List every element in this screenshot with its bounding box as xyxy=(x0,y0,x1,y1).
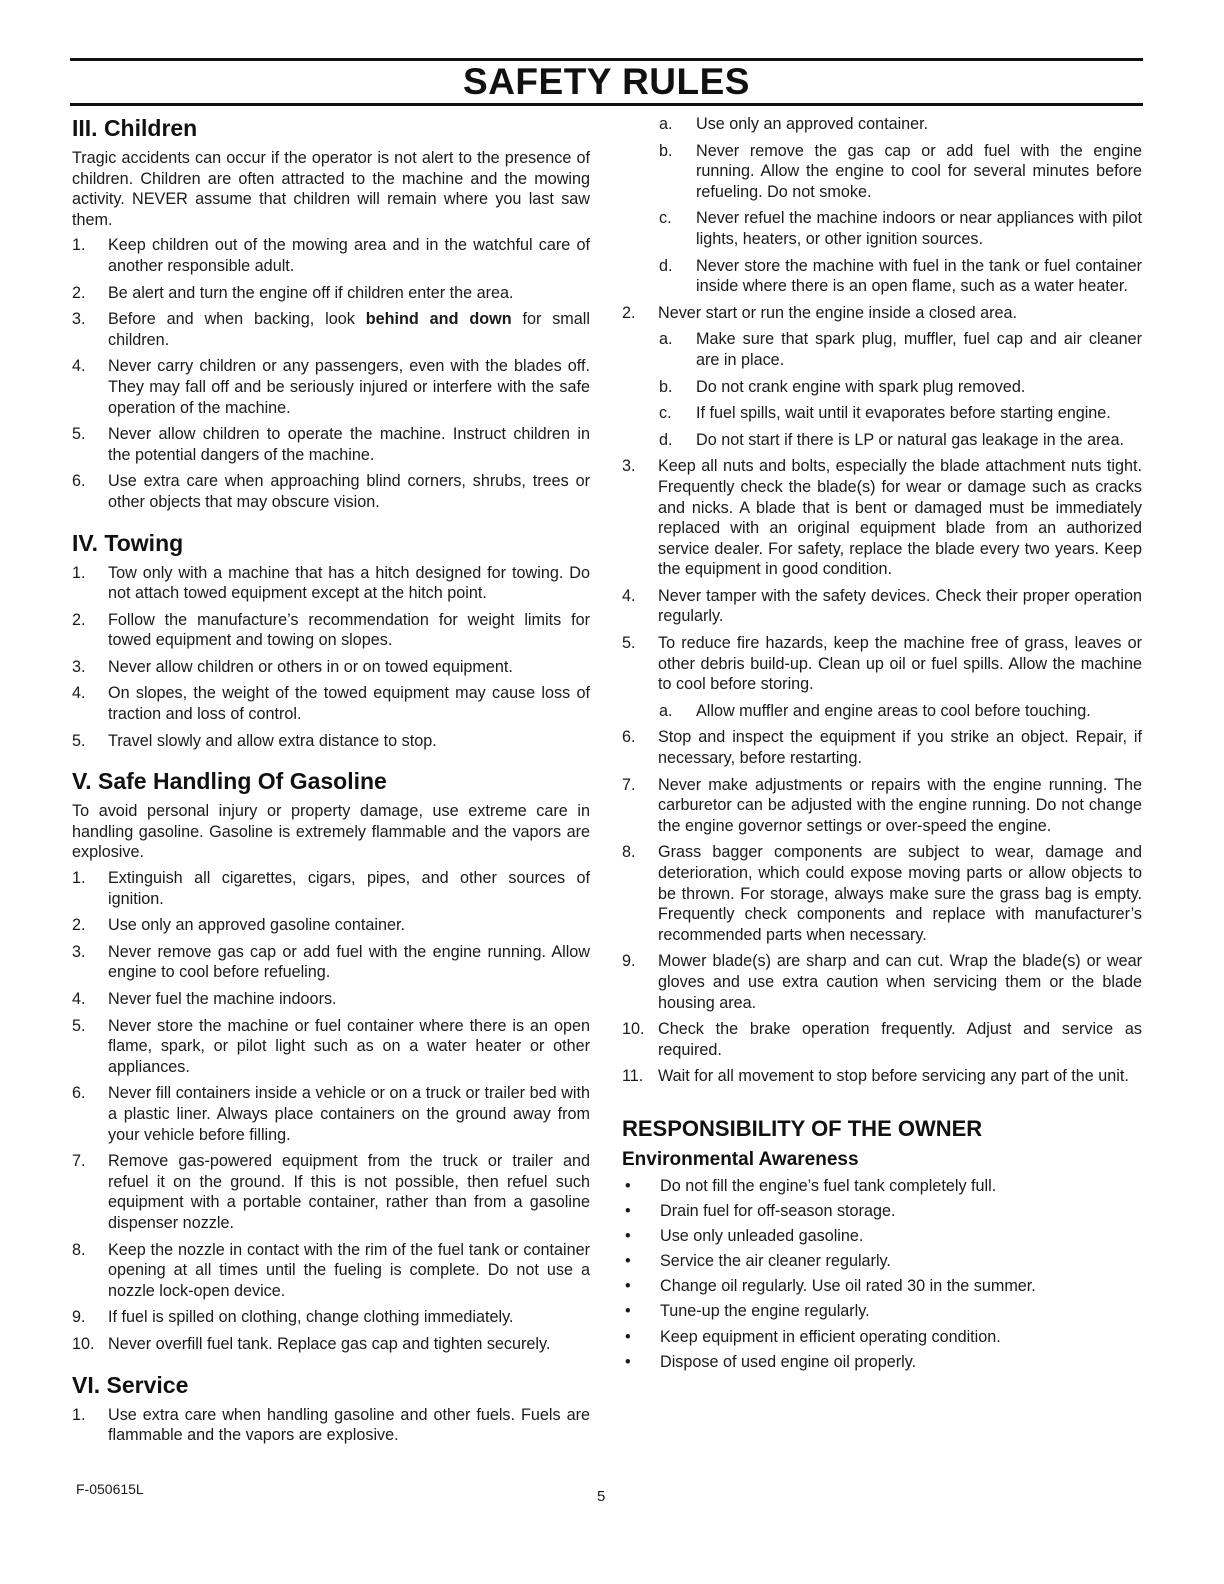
section-heading-towing: IV. Towing xyxy=(72,529,184,556)
bullet-item: • Dispose of used engine oil properly. xyxy=(625,1352,917,1371)
page-title: SAFETY RULES xyxy=(463,61,750,102)
sub-list-item: c. Never refuel the machine indoors or near appliances with pilot lights, heaters, or other ignition sources. xyxy=(659,209,1142,248)
list-item: 9. If fuel is spilled on clothing, change clothing immediately. xyxy=(72,1308,514,1327)
sub-list-item: d. Do not start if there is LP or natural gas leakage in the area. xyxy=(659,430,1125,449)
bullet-item: • Do not fill the engine’s fuel tank completely full. xyxy=(625,1176,997,1195)
list-item: 2. Use only an approved gasoline container. xyxy=(72,916,405,935)
sub-list-item: b. Do not crank engine with spark plug removed. xyxy=(659,377,1026,396)
list-item: 3. Never remove gas cap or add fuel with the engine running. Allow engine to cool before refueling. xyxy=(72,942,590,982)
bullet-icon: • xyxy=(625,1302,631,1321)
bullet-item: • Drain fuel for off-season storage. xyxy=(625,1202,896,1221)
bullet-icon: • xyxy=(625,1277,631,1296)
list-item: 7. Remove gas-powered equipment from the truck or trailer and refuel it on the ground. If this is not possible, then refuel such equipment with a portable container, rather than from a gasoline dispenser nozzle. xyxy=(72,1152,590,1232)
list-item: 6. Never fill containers inside a vehicle or on a truck or trailer bed with a plastic liner. Always place containers on the ground away from your vehicle before filling. xyxy=(72,1084,590,1144)
sub-list-item: a. Allow muffler and engine areas to cool before touching. xyxy=(659,701,1091,720)
list-item: 5. Never store the machine or fuel container where there is an open flame, spark, or pilot light such as on a water heater or other appliances. xyxy=(72,1016,590,1076)
list-item: 5. Travel slowly and allow extra distance to stop. xyxy=(72,731,437,750)
page-number: 5 xyxy=(597,1488,606,1505)
list-item: 6. Use extra care when approaching blind corners, shrubs, trees or other objects that may obscure vision. xyxy=(72,472,590,511)
bullet-icon: • xyxy=(625,1352,631,1371)
bottom-rule xyxy=(70,103,1143,106)
bullet-item: • Change oil regularly. Use oil rated 30 in the summer. xyxy=(625,1277,1036,1296)
list-item: 7. Never make adjustments or repairs with the engine running. The carburetor can be adjusted with the engine running. Do not change the engine governor settings or over-speed the engine. xyxy=(622,775,1142,835)
list-item: 11. Wait for all movement to stop before servicing any part of the unit. xyxy=(622,1067,1129,1086)
list-item: 9. Mower blade(s) are sharp and can cut. Wrap the blade(s) or wear gloves and use extra caution when servicing them or the blade housing area. xyxy=(622,952,1142,1012)
list-item: 8. Keep the nozzle in contact with the rim of the fuel tank or container opening at all times until the fueling is complete. Do not use a nozzle lock-open device. xyxy=(72,1240,590,1300)
bullet-icon: • xyxy=(625,1227,631,1246)
list-item: 10. Check the brake operation frequently. Adjust and service as required. xyxy=(622,1020,1142,1059)
list-item: 1. Keep children out of the mowing area and in the watchful care of another responsible adult. xyxy=(72,236,590,275)
sub-list-item: c. If fuel spills, wait until it evaporates before starting engine. xyxy=(659,404,1111,423)
list-item: 4. On slopes, the weight of the towed equipment may cause loss of traction and loss of control. xyxy=(72,684,590,724)
section-heading-children: III. Children xyxy=(72,115,198,141)
list-item: 10. Never overfill fuel tank. Replace gas cap and tighten securely. xyxy=(72,1334,551,1353)
bullet-item: • Service the air cleaner regularly. xyxy=(625,1252,891,1271)
sub-list-item: a. Use only an approved container. xyxy=(659,115,929,133)
sub-list-item: a. Make sure that spark plug, muffler, fuel cap and air cleaner are in place. xyxy=(659,330,1142,369)
list-item: 5. To reduce fire hazards, keep the machine free of grass, leaves or other debris build-up. Clean up oil or fuel spills. Allow the machine to cool before storing. xyxy=(622,634,1142,694)
list-item: 1. Extinguish all cigarettes, cigars, pipes, and other sources of ignition. xyxy=(72,869,590,908)
sub-list-item: b. Never remove the gas cap or add fuel with the engine running. Allow the engine to cool for several minutes before refueling. Do not smoke. xyxy=(659,141,1142,201)
list-item: 2. Follow the manufacture’s recommendation for weight limits for towed equipment and towing on slopes. xyxy=(72,610,590,650)
section-heading-gasoline: V. Safe Handling Of Gasoline xyxy=(72,768,387,795)
list-item: 4. Never carry children or any passengers, even with the blades off. They may fall off and be seriously injured or interfere with the safe operation of the machine. xyxy=(72,357,590,417)
bullet-icon: • xyxy=(625,1202,631,1221)
left-column xyxy=(72,114,590,1452)
document-code: F-050615L xyxy=(76,1481,144,1497)
list-item: 4. Never fuel the machine indoors. xyxy=(72,990,337,1008)
environmental-awareness-heading: Environmental Awareness xyxy=(622,1148,859,1170)
list-item: 3. Before and when backing, look behind and down for small children. xyxy=(72,310,590,349)
list-item: 5. Never allow children to operate the machine. Instruct children in the potential dangers of the machine. xyxy=(72,425,590,464)
list-item: 1. Tow only with a machine that has a hitch designed for towing. Do not attach towed equipment except at the hitch point. xyxy=(72,563,590,603)
list-item: 4. Never tamper with the safety devices. Check their proper operation regularly. xyxy=(622,586,1142,626)
list-item: 3. Keep all nuts and bolts, especially the blade attachment nuts tight. Frequently check the blade(s) for wear or damage such as cracks and nicks. A blade that is bent or damaged must be immediately replaced with an original equipment blade from an authorized service dealer. For safety, replace the blade every two years. Keep the equipment in good condition. xyxy=(622,457,1142,579)
list-item: 3. Never allow children or others in or on towed equipment. xyxy=(72,657,513,676)
list-item: 6. Stop and inspect the equipment if you strike an object. Repair, if necessary, before restarting. xyxy=(622,728,1142,768)
list-item: 1. Use extra care when handling gasoline and other fuels. Fuels are flammable and the vapors are explosive. xyxy=(72,1405,590,1445)
gasoline-intro: To avoid personal injury or property damage, use extreme care in handling gasoline. Gasoline is extremely flammable and the vapors are explosive. xyxy=(72,802,590,862)
right-column xyxy=(622,114,1142,1377)
bullet-item: • Keep equipment in efficient operating condition. xyxy=(625,1327,1001,1346)
bullet-icon: • xyxy=(625,1252,631,1271)
bullet-icon: • xyxy=(625,1327,631,1346)
sub-list-item: d. Never store the machine with fuel in the tank or fuel container inside where there is an open flame, such as a water heater. xyxy=(659,256,1142,296)
bullet-item: • Use only unleaded gasoline. xyxy=(625,1227,864,1246)
children-intro: Tragic accidents can occur if the operator is not alert to the presence of children. Children are often attracted to the machine and the mowing activity. NEVER assume that children will remain where you last saw them. xyxy=(72,149,590,229)
section-heading-service: VI. Service xyxy=(72,1371,189,1398)
list-item: 2. Be alert and turn the engine off if children enter the area. xyxy=(72,283,514,302)
list-item: 8. Grass bagger components are subject to wear, damage and deterioration, which could expose moving parts or allow objects to be thrown. For storage, always make sure the grass bag is empty. Frequently check components and replace with manufacturer’s recommended parts when necessary. xyxy=(622,843,1142,944)
bullet-item: • Tune-up the engine regularly. xyxy=(625,1302,870,1321)
bullet-icon: • xyxy=(625,1176,631,1195)
list-item: 2. Never start or run the engine inside a closed area. xyxy=(622,303,1018,322)
owner-heading: RESPONSIBILITY OF THE OWNER xyxy=(622,1115,983,1141)
